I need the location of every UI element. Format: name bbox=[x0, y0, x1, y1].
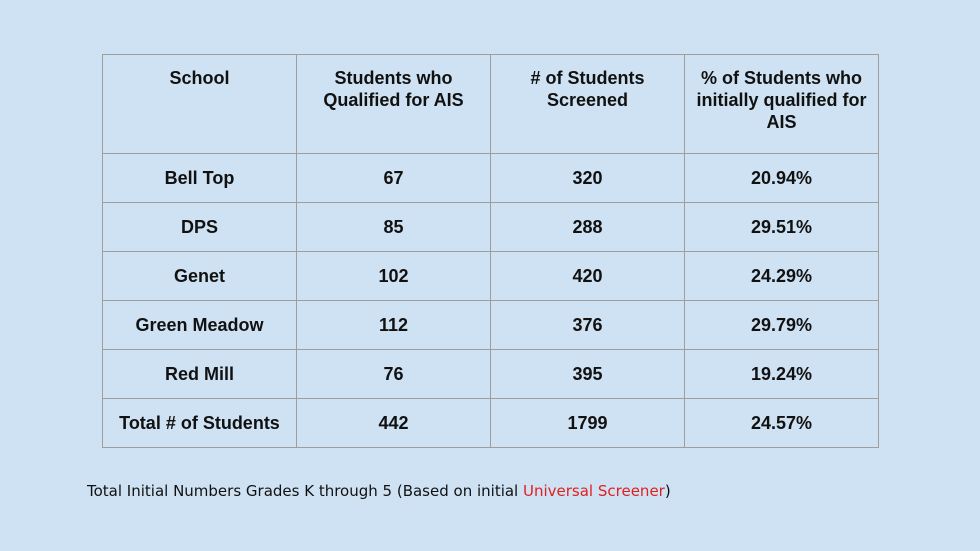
cell-school: DPS bbox=[103, 203, 297, 252]
cell-percent: 19.24% bbox=[685, 350, 879, 399]
cell-percent: 24.57% bbox=[685, 399, 879, 448]
cell-percent: 29.51% bbox=[685, 203, 879, 252]
table-header-row bbox=[103, 55, 879, 154]
cell-percent: 29.79% bbox=[685, 301, 879, 350]
cell-school: Genet bbox=[103, 252, 297, 301]
cell-school: Total # of Students bbox=[103, 399, 297, 448]
cell-percent: 24.29% bbox=[685, 252, 879, 301]
header-school: School bbox=[103, 55, 297, 154]
cell-qualified: 112 bbox=[297, 301, 491, 350]
footnote-caption bbox=[87, 482, 671, 500]
cell-qualified: 67 bbox=[297, 154, 491, 203]
table-row bbox=[103, 301, 879, 350]
cell-screened: 395 bbox=[491, 350, 685, 399]
cell-qualified: 442 bbox=[297, 399, 491, 448]
cell-screened: 320 bbox=[491, 154, 685, 203]
ais-qualification-table bbox=[102, 54, 879, 448]
header-percent: % of Students who initially qualified for AIS bbox=[685, 55, 879, 154]
cell-percent: 20.94% bbox=[685, 154, 879, 203]
header-screened: # of Students Screened bbox=[491, 55, 685, 154]
footnote-highlight: Universal Screener bbox=[523, 482, 665, 500]
footnote-prefix: Total Initial Numbers Grades K through 5 (Based on initial bbox=[87, 482, 523, 500]
cell-school: Green Meadow bbox=[103, 301, 297, 350]
cell-qualified: 76 bbox=[297, 350, 491, 399]
footnote-suffix: ) bbox=[664, 482, 671, 500]
cell-school: Red Mill bbox=[103, 350, 297, 399]
cell-qualified: 85 bbox=[297, 203, 491, 252]
table-row bbox=[103, 350, 879, 399]
table-total-row bbox=[103, 399, 879, 448]
cell-qualified: 102 bbox=[297, 252, 491, 301]
table-row bbox=[103, 203, 879, 252]
cell-screened: 376 bbox=[491, 301, 685, 350]
ais-table-container bbox=[102, 54, 879, 448]
cell-screened: 420 bbox=[491, 252, 685, 301]
cell-school: Bell Top bbox=[103, 154, 297, 203]
cell-screened: 1799 bbox=[491, 399, 685, 448]
cell-screened: 288 bbox=[491, 203, 685, 252]
table-row bbox=[103, 154, 879, 203]
table-row bbox=[103, 252, 879, 301]
header-qualified: Students who Qualified for AIS bbox=[297, 55, 491, 154]
